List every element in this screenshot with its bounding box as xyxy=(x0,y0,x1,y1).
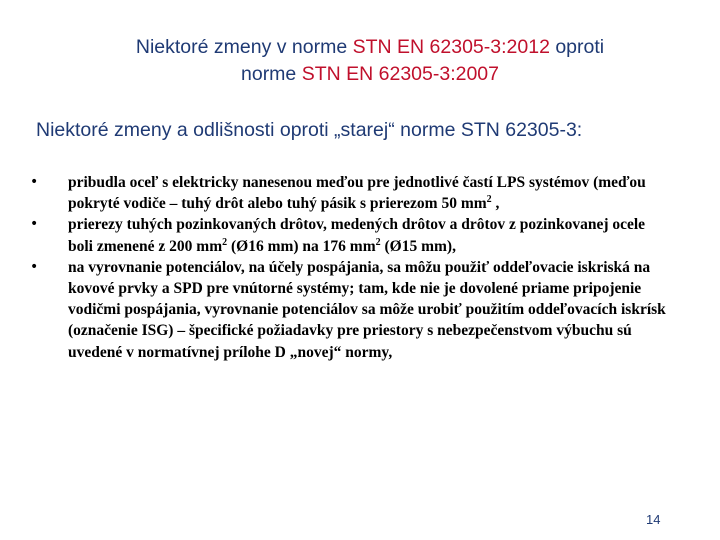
item1-text: pribudla oceľ s elektricky nanesenou meďou pre jednotlivé častí LPS systémov (meďou pokryté vodiče – tuhý drôt alebo tuhý pásik s prierezom 50 mm xyxy=(68,174,646,213)
item2-superscript-1: 2 xyxy=(222,236,228,248)
item2-text-middle: (Ø16 mm) na 176 mm xyxy=(227,237,376,255)
title-line-1-prefix: Niektoré zmeny v norme xyxy=(135,36,353,58)
item2-text: prierezy tuhých pozinkovaných drôtov, medených drôtov a drôtov z pozinkovanej ocele boli zmenené z 200 mm xyxy=(68,216,646,255)
item3-text: na vyrovnanie potenciálov, na účely pospájania, sa môžu použiť oddeľovacie iskriská na kovové prvky a SPD pre vnútorné systémy; tam, kde nie je dovolené priame pripojenie vodičmi pospájania, vyrovnanie potenciálov sa môže urobiť použitím oddeľovacích iskrísk (označenie ISG) – špecifické požiadavky pre priestory s nebezpečenstvom výbuchu sú uvedené v normatívnej prílohe D „novej“ normy, xyxy=(68,258,666,361)
slide-title xyxy=(40,34,700,88)
item2-text-end: (Ø15 mm), xyxy=(380,237,456,255)
title-line-2-prefix: norme xyxy=(241,63,302,85)
list-item xyxy=(0,257,668,363)
bullet-icon: • xyxy=(30,174,39,190)
bullet-icon: • xyxy=(30,258,39,275)
changes-list xyxy=(0,172,720,363)
bullet-icon: • xyxy=(30,216,39,233)
title-standard-2012: STN EN 62305-3:2012 xyxy=(352,36,550,58)
title-standard-2007: STN EN 62305-3:2007 xyxy=(301,63,499,85)
page-number: 14 xyxy=(646,512,661,527)
item1-text-end: , xyxy=(491,195,500,213)
section-subtitle: Niektoré zmeny a odlišnosti oproti „starej“ norme STN 62305-3: xyxy=(36,119,583,141)
list-item xyxy=(0,172,668,214)
item1-superscript: 2 xyxy=(486,194,492,206)
list-item xyxy=(0,214,668,256)
title-line-2 xyxy=(40,61,700,88)
title-line-1 xyxy=(40,34,700,61)
item2-superscript-2: 2 xyxy=(375,236,381,248)
title-line-1-suffix: oproti xyxy=(549,36,605,58)
